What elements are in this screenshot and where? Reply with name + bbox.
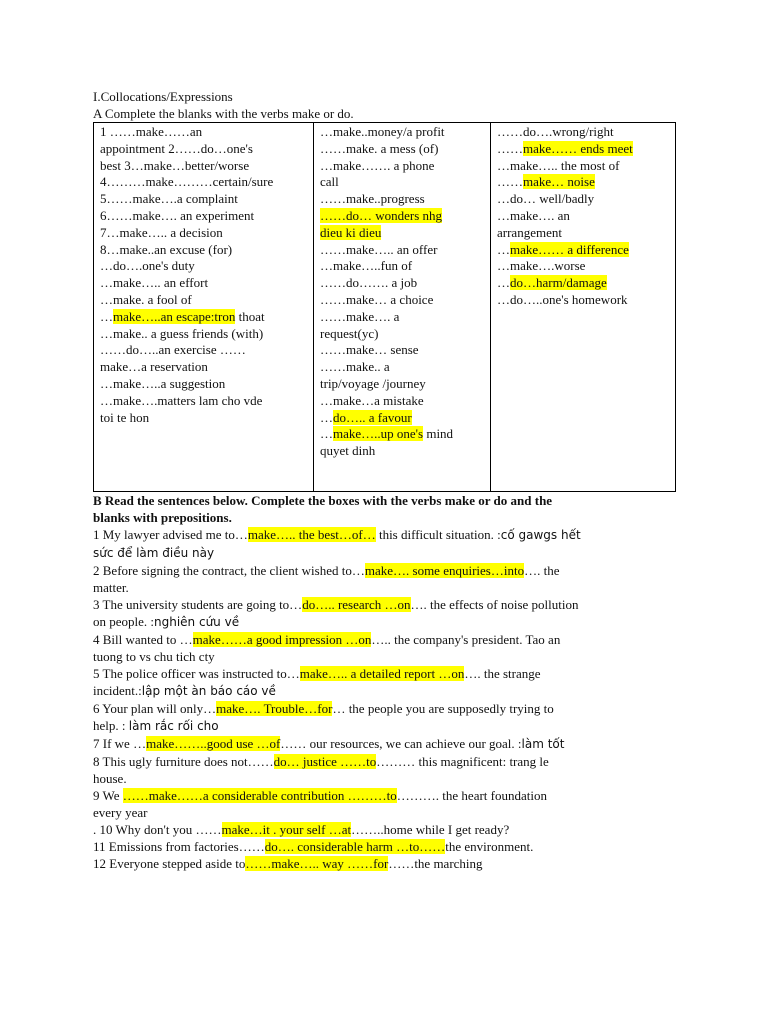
sentence-line [93, 753, 693, 770]
collocation-line [497, 275, 672, 292]
text-segment: …make….. an effort [100, 275, 209, 291]
text-segment: …make….. the most of [497, 157, 620, 173]
text-segment: best 3…make…better/worse [100, 157, 250, 173]
highlighted-answer: make…… a difference [510, 241, 629, 257]
collocation-line [320, 326, 487, 343]
collocation-line [320, 292, 487, 309]
collocation-line [497, 292, 672, 309]
collocation-line [497, 158, 672, 175]
collocation-line [497, 225, 672, 242]
highlighted-answer: make….. the best…of… [247, 527, 376, 542]
collocation-line [320, 275, 487, 292]
highlighted-answer: make…. some enquiries…into [364, 563, 525, 578]
text-segment: 4 Bill wanted to … [93, 632, 193, 647]
collocation-line [100, 342, 310, 359]
text-segment: …make…..fun of [320, 258, 413, 274]
text-segment: … [100, 308, 113, 324]
text-segment: …do… well/badly [497, 191, 595, 207]
sentence-line [93, 855, 693, 872]
text-segment: ……make…. a [320, 308, 400, 324]
collocation-line [100, 158, 310, 175]
text-segment: … the people you are supposedly trying to [332, 701, 554, 716]
sentence-line [93, 717, 693, 735]
text-segment: sức để làm điều này [93, 546, 215, 560]
collocation-line [100, 376, 310, 393]
text-segment: 5 The police officer was instructed to… [93, 666, 300, 681]
collocation-line [320, 393, 487, 410]
text-segment: …. the strange [464, 666, 541, 681]
text-segment: …do….one's duty [100, 258, 195, 274]
collocation-line [100, 410, 310, 427]
highlighted-answer: do…. considerable harm …to…… [264, 839, 446, 854]
text-segment: ….. the company's president. Tao an [371, 632, 561, 647]
text-segment: on people. : [93, 614, 155, 629]
highlighted-answer: do….. research …on [302, 597, 411, 612]
text-segment: 1 My lawyer advised me to… [93, 527, 248, 542]
highlighted-answer: do….. a favour [333, 409, 412, 425]
collocation-line [320, 426, 487, 443]
collocation-line [320, 242, 487, 259]
sentence-line [93, 770, 693, 787]
text-segment: incident.: [93, 683, 142, 698]
text-segment: matter. [93, 580, 129, 595]
text-segment: làm rắc rối cho [128, 719, 219, 733]
collocation-line [100, 359, 310, 376]
text-segment: … [320, 426, 333, 442]
text-segment: …… [497, 140, 523, 156]
text-segment: …make…. an [497, 207, 570, 223]
highlighted-answer: ……make….. way ……for [245, 856, 389, 871]
text-segment: cố gawgs hết [500, 528, 581, 542]
highlighted-answer: make…..up one's [333, 426, 424, 442]
text-segment: …make.. a guess friends (with) [100, 325, 264, 341]
collocation-line [100, 292, 310, 309]
collocation-line [320, 141, 487, 158]
sentence-line [93, 665, 693, 682]
collocation-line [320, 342, 487, 359]
collocation-line [100, 275, 310, 292]
text-segment: …make…..a suggestion [100, 375, 226, 391]
text-segment: house. [93, 771, 127, 786]
text-segment: … [497, 241, 510, 257]
highlighted-answer: make…… ends meet [523, 140, 633, 156]
text-segment: 2 Before signing the contract, the client wished to… [93, 563, 365, 578]
collocation-line [320, 258, 487, 275]
text-segment: help. : [93, 718, 129, 733]
text-segment: … [497, 275, 510, 291]
text-segment: toi te hon [100, 409, 150, 425]
text-segment: …make….matters lam cho vde [100, 392, 263, 408]
text-segment: 3 The university students are going to… [93, 597, 303, 612]
sentence-list [93, 526, 693, 872]
text-segment: 8 This ugly furniture does not…… [93, 754, 274, 769]
sentence-line [93, 544, 693, 562]
collocation-line [100, 225, 310, 242]
highlighted-answer: make…it . your self …at [221, 822, 352, 837]
sentence-line [93, 838, 693, 855]
text-segment: quyet dinh [320, 443, 376, 459]
text-segment: ………. the heart foundation [396, 788, 547, 803]
collocation-line [320, 376, 487, 393]
collocation-line [100, 309, 310, 326]
column-3 [491, 123, 676, 492]
collocation-line [100, 242, 310, 259]
collocation-line [320, 124, 487, 141]
text-segment: …make……. a phone [320, 157, 435, 173]
column-2 [314, 123, 491, 492]
collocation-line [497, 191, 672, 208]
sentence-line [93, 562, 693, 579]
text-segment: ……do……. a job [320, 275, 418, 291]
text-segment: …make. a fool of [100, 291, 192, 307]
text-segment: ……make.. a [320, 359, 390, 375]
text-segment: tuong to vs chu tich cty [93, 649, 215, 664]
section-b [93, 492, 693, 872]
collocation-line [100, 124, 310, 141]
highlighted-answer: make… noise [523, 174, 595, 190]
text-segment: call [320, 174, 339, 190]
text-segment: …make…a mistake [320, 392, 424, 408]
text-segment: …do…..one's homework [497, 291, 628, 307]
text-segment: request(yc) [320, 325, 379, 341]
collocation-line [100, 174, 310, 191]
text-segment: make…a reservation [100, 359, 208, 375]
highlighted-answer: dieu ki dieu [320, 224, 382, 240]
column-1 [94, 123, 314, 492]
text-segment: ……do…..an exercise …… [100, 342, 246, 358]
text-segment: every year [93, 805, 148, 820]
sentence-line [93, 682, 693, 700]
collocation-line [320, 359, 487, 376]
sentence-line [93, 579, 693, 596]
text-segment: 7…make….. a decision [100, 224, 223, 240]
sentence-line [93, 631, 693, 648]
collocation-line [320, 208, 487, 225]
collocation-line [497, 174, 672, 191]
sentence-line [93, 787, 693, 804]
text-segment: the environment. [445, 839, 534, 854]
collocation-line [320, 225, 487, 242]
text-segment: làm tốt [521, 737, 565, 751]
sentence-line [93, 804, 693, 821]
sentence-line [93, 700, 693, 717]
text-segment: ……make….. an offer [320, 241, 438, 257]
text-segment: 8…make..an excuse (for) [100, 241, 233, 257]
text-segment: …. the [524, 563, 560, 578]
text-segment: … [320, 409, 333, 425]
text-segment: 11 Emissions from factories…… [93, 839, 265, 854]
collocation-line [100, 326, 310, 343]
collocation-line [100, 141, 310, 158]
collocation-line [320, 410, 487, 427]
text-segment: appointment 2……do…one's [100, 140, 253, 156]
section-title: I.Collocations/Expressions [93, 89, 233, 104]
text-segment: arrangement [497, 224, 562, 240]
sentence-line [93, 648, 693, 665]
text-segment: …make..money/a profit [320, 124, 445, 139]
highlighted-answer: make……..good use …of [146, 736, 281, 751]
collocation-line [320, 309, 487, 326]
sentence-line [93, 613, 693, 631]
collocations-table [93, 122, 676, 492]
text-segment: nghiên cứu về [154, 615, 240, 629]
text-segment: this difficult situation. : [375, 527, 501, 542]
collocation-line [497, 208, 672, 225]
text-segment: 6 Your plan will only… [93, 701, 217, 716]
text-segment: thoat [235, 308, 265, 324]
sentence-line [93, 735, 693, 753]
highlighted-answer: do…harm/damage [510, 275, 607, 291]
text-segment: 6……make…. an experiment [100, 207, 255, 223]
text-segment: ……make..progress [320, 191, 425, 207]
collocation-line [100, 208, 310, 225]
instruction-b-line-2: blanks with prepositions. [93, 510, 232, 525]
highlighted-answer: make…. Trouble…for [216, 701, 333, 716]
highlighted-answer: do… justice ……to [273, 754, 377, 769]
text-segment: 12 Everyone stepped aside to [93, 856, 246, 871]
text-segment: …… our resources, we can achieve our goal. : [280, 736, 522, 751]
text-segment: ……make… sense [320, 342, 419, 358]
collocation-line [497, 258, 672, 275]
collocation-line [100, 258, 310, 275]
collocation-line [100, 191, 310, 208]
collocation-line [320, 191, 487, 208]
text-segment: lập một àn báo cáo về [141, 684, 276, 698]
collocation-line [497, 124, 672, 141]
text-segment: trip/voyage /journey [320, 375, 426, 391]
text-segment: mind [423, 426, 454, 442]
collocation-line [100, 393, 310, 410]
text-segment: ……make. a mess (of) [320, 140, 439, 156]
highlighted-answer: make……a good impression …on [192, 632, 372, 647]
text-segment: 4………make………certain/sure [100, 174, 274, 190]
sentence-line [93, 526, 693, 544]
text-segment: 1 ……make……an [100, 124, 203, 139]
instruction-a: A Complete the blanks with the verbs make or do. [93, 106, 354, 121]
highlighted-answer: ……do… wonders nhg [320, 207, 443, 223]
collocation-line [320, 443, 487, 460]
sentence-line [93, 596, 693, 613]
text-segment: …. the effects of noise pollution [410, 597, 579, 612]
collocation-line [320, 158, 487, 175]
text-segment: 5……make….a complaint [100, 191, 238, 207]
text-segment: 7 If we … [93, 736, 147, 751]
collocation-line [497, 141, 672, 158]
collocation-line [497, 242, 672, 259]
text-segment: ……do….wrong/right [497, 124, 614, 139]
collocation-line [320, 174, 487, 191]
text-segment: 9 We [93, 788, 123, 803]
text-segment: ……..home while I get ready? [351, 822, 510, 837]
text-segment: ……… this magnificent: trang le [376, 754, 549, 769]
highlighted-answer: ……make……a considerable contribution ………to [122, 788, 397, 803]
text-segment: ……the marching [388, 856, 483, 871]
highlighted-answer: make…..an escape:tron [113, 308, 236, 324]
sentence-line [93, 821, 693, 838]
text-segment: . 10 Why don't you …… [93, 822, 222, 837]
text-segment: ……make… a choice [320, 291, 434, 307]
text-segment: …make….worse [497, 258, 586, 274]
text-segment: …… [497, 174, 523, 190]
instruction-b-line-1: B Read the sentences below. Complete the boxes with the verbs make or do and the [93, 493, 553, 508]
highlighted-answer: make….. a detailed report …on [299, 666, 465, 681]
